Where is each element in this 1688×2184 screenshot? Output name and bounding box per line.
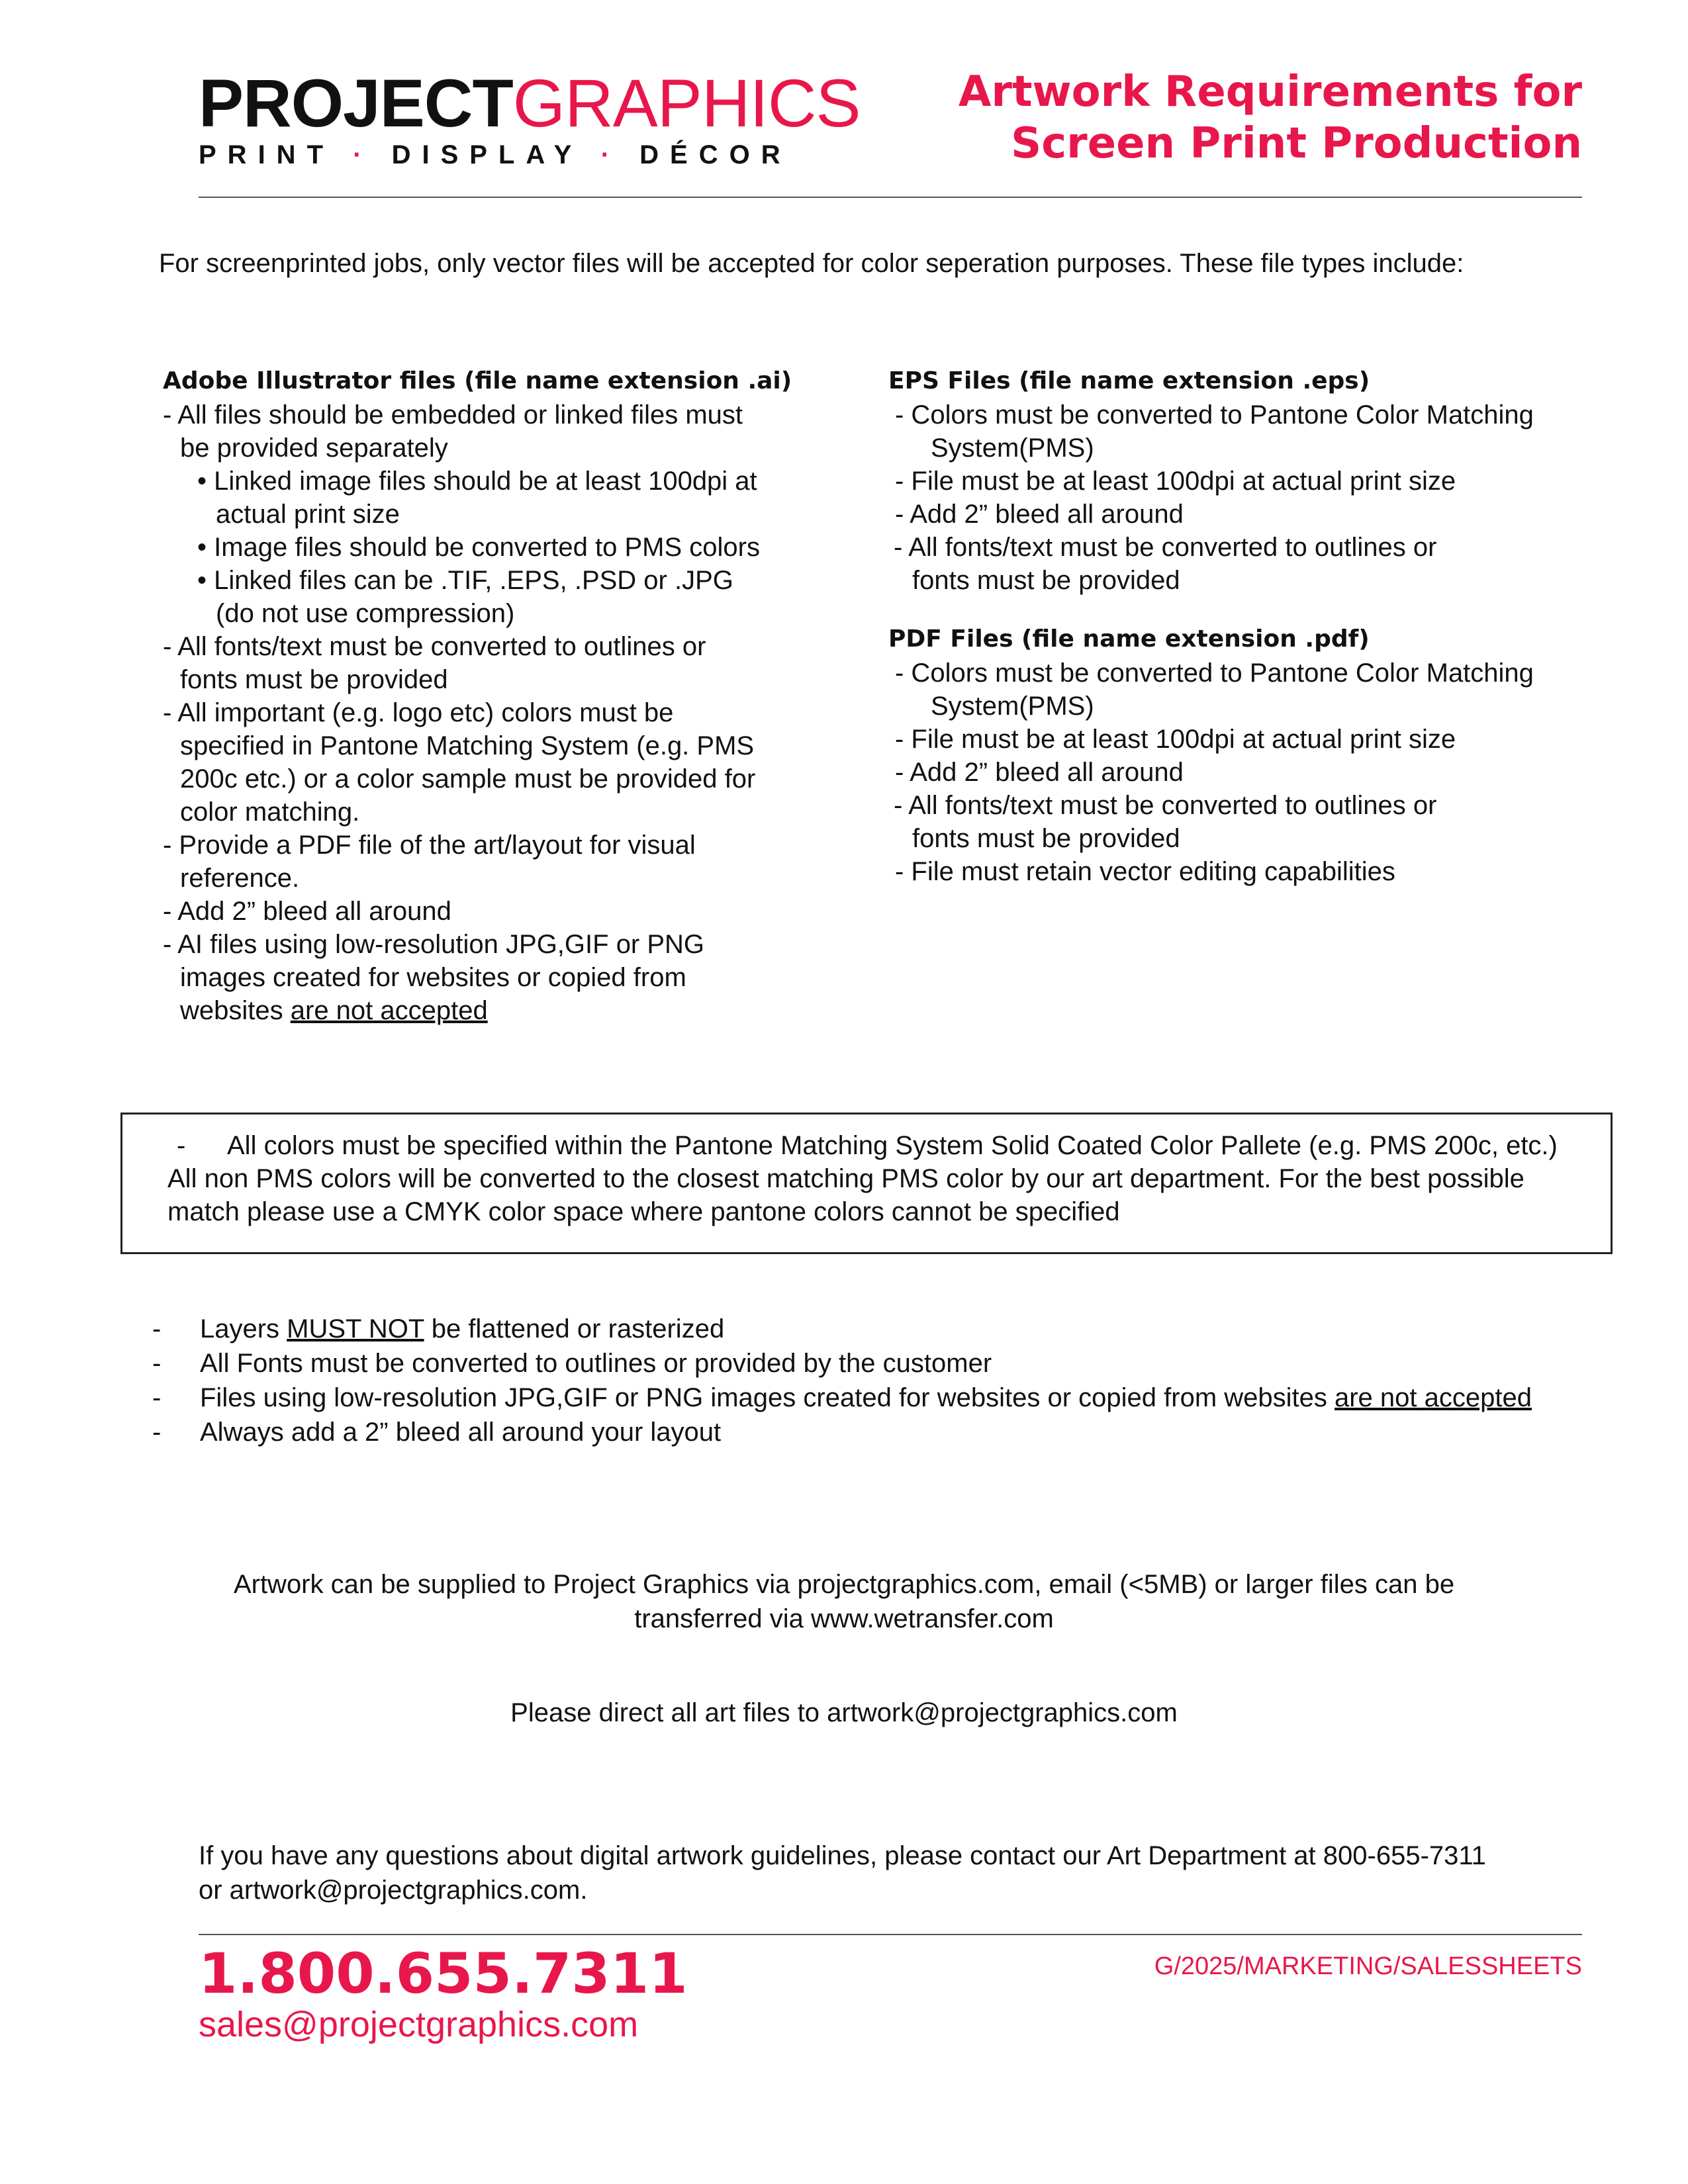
title-line-2: Screen Print Production bbox=[1011, 119, 1582, 168]
supply-info bbox=[0, 1567, 1688, 1636]
list-item bbox=[152, 1415, 1532, 1449]
ai-line: fonts must be provided bbox=[180, 665, 448, 694]
ai-line: - Add 2” bleed all around bbox=[163, 897, 451, 926]
pdf-line: - File must be at least 100dpi at actual print size bbox=[895, 725, 1456, 754]
ai-line: - All files should be embedded or linked files must bbox=[163, 400, 743, 430]
ai-line: - AI files using low-resolution JPG,GIF or PNG bbox=[163, 930, 705, 959]
document-code: G/2025/MARKETING/SALESSHEETS bbox=[1154, 1952, 1582, 1980]
ai-bullet: • Linked image files should be at least 100dpi at bbox=[197, 467, 757, 496]
pdf-line: - All fonts/text must be converted to outlines or bbox=[894, 791, 1437, 820]
ai-line: (do not use compression) bbox=[216, 599, 515, 628]
company-logo bbox=[199, 66, 861, 141]
pdf-line: - Add 2” bleed all around bbox=[895, 758, 1184, 787]
logo-light-text: GRAPHICS bbox=[512, 66, 861, 141]
logo-bold-text: PROJECT bbox=[199, 66, 513, 141]
box-dash: - bbox=[177, 1131, 186, 1160]
footer-divider bbox=[199, 1934, 1582, 1935]
list-emphasis: MUST NOT bbox=[287, 1314, 424, 1343]
ai-line: reference. bbox=[180, 864, 300, 893]
eps-line: - Colors must be converted to Pantone Color Matching bbox=[895, 400, 1534, 430]
box-line-text: All colors must be specified within the Pantone Matching System Solid Coated Color Pallete (e.g. PMS 200c, etc.) bbox=[227, 1131, 1558, 1160]
pdf-line: System(PMS) bbox=[931, 692, 1094, 721]
ai-line: specified in Pantone Matching System (e.g. PMS bbox=[180, 731, 755, 760]
tagline-separator: · bbox=[353, 140, 373, 169]
title-line-1: Artwork Requirements for bbox=[958, 68, 1582, 116]
list-dash: - bbox=[152, 1349, 162, 1378]
tagline-display: DISPLAY bbox=[391, 140, 583, 169]
tagline-decor: DÉCOR bbox=[639, 140, 792, 169]
eps-line: fonts must be provided bbox=[912, 566, 1180, 595]
supply-line-2: transferred via www.wetransfer.com bbox=[634, 1604, 1054, 1633]
contact-info bbox=[199, 1839, 1486, 1907]
ai-line: color matching. bbox=[180, 797, 360, 827]
eps-line: - Add 2” bleed all around bbox=[895, 500, 1184, 529]
ai-line: be provided separately bbox=[180, 433, 448, 463]
list-text: Files using low-resolution JPG,GIF or PNG images created for websites or copied from websites bbox=[200, 1383, 1335, 1412]
ai-section bbox=[163, 364, 865, 1027]
sales-email: sales@projectgraphics.com bbox=[199, 2005, 639, 2044]
list-text: Always add a 2” bleed all around your layout bbox=[200, 1418, 722, 1447]
list-dash: - bbox=[152, 1418, 162, 1447]
tagline-separator: · bbox=[600, 140, 621, 169]
eps-heading: EPS Files (file name extension .eps) bbox=[888, 367, 1370, 394]
eps-section bbox=[888, 364, 1617, 597]
box-line: All non PMS colors will be converted to the closest matching PMS color by our art department. For the best possible bbox=[167, 1164, 1524, 1193]
ai-line: - All important (e.g. logo etc) colors must be bbox=[163, 698, 674, 727]
list-item bbox=[152, 1381, 1532, 1415]
list-item bbox=[152, 1312, 1532, 1346]
ai-heading: Adobe Illustrator files (file name extension .ai) bbox=[163, 367, 792, 394]
tagline-print: PRINT bbox=[199, 140, 334, 169]
list-item bbox=[152, 1346, 1532, 1381]
header-divider bbox=[199, 197, 1582, 198]
ai-bullet: • Linked files can be .TIF, .EPS, .PSD or .JPG bbox=[197, 566, 733, 595]
pms-note-box bbox=[120, 1113, 1613, 1254]
ai-line: actual print size bbox=[216, 500, 400, 529]
document-title bbox=[959, 66, 1582, 169]
eps-line: - All fonts/text must be converted to outlines or bbox=[894, 533, 1437, 562]
sales-phone: 1.800.655.7311 bbox=[199, 1941, 688, 2006]
not-accepted-note: are not accepted bbox=[290, 996, 488, 1025]
pdf-line: - Colors must be converted to Pantone Color Matching bbox=[895, 659, 1534, 688]
list-dash: - bbox=[152, 1314, 162, 1343]
ai-bullet: • Image files should be converted to PMS colors bbox=[197, 533, 760, 562]
pdf-line: fonts must be provided bbox=[912, 824, 1180, 853]
ai-line: 200c etc.) or a color sample must be provided for bbox=[180, 764, 756, 794]
box-line: match please use a CMYK color space where pantone colors cannot be specified bbox=[167, 1197, 1120, 1226]
list-text: Layers bbox=[200, 1314, 287, 1343]
list-text: All Fonts must be converted to outlines or provided by the customer bbox=[200, 1349, 992, 1378]
box-line bbox=[167, 1129, 1611, 1162]
pdf-section bbox=[888, 622, 1617, 888]
ai-line bbox=[163, 994, 865, 1027]
ai-line: - Provide a PDF file of the art/layout for visual bbox=[163, 831, 696, 860]
supply-line-1: Artwork can be supplied to Project Graphics via projectgraphics.com, email (<5MB) or larger files can be bbox=[233, 1570, 1455, 1599]
general-requirements-list bbox=[152, 1312, 1532, 1449]
pdf-line: - File must retain vector editing capabilities bbox=[895, 857, 1395, 886]
logo-tagline bbox=[199, 140, 792, 170]
contact-line-2: or artwork@projectgraphics.com. bbox=[199, 1876, 588, 1905]
eps-line: - File must be at least 100dpi at actual print size bbox=[895, 467, 1456, 496]
ai-line-text: websites bbox=[180, 996, 291, 1025]
ai-line: - All fonts/text must be converted to outlines or bbox=[163, 632, 706, 661]
direct-files-note: Please direct all art files to artwork@projectgraphics.com bbox=[510, 1698, 1178, 1727]
contact-line-1: If you have any questions about digital artwork guidelines, please contact our Art Department at 800-655-7311 bbox=[199, 1841, 1486, 1870]
list-text: be flattened or rasterized bbox=[424, 1314, 725, 1343]
eps-line: System(PMS) bbox=[931, 433, 1094, 463]
list-emphasis: are not accepted bbox=[1334, 1383, 1532, 1412]
intro-text: For screenprinted jobs, only vector files will be accepted for color seperation purposes. These file types include: bbox=[159, 249, 1464, 278]
ai-line: images created for websites or copied from bbox=[180, 963, 686, 992]
pdf-heading: PDF Files (file name extension .pdf) bbox=[888, 625, 1370, 653]
list-dash: - bbox=[152, 1383, 162, 1412]
